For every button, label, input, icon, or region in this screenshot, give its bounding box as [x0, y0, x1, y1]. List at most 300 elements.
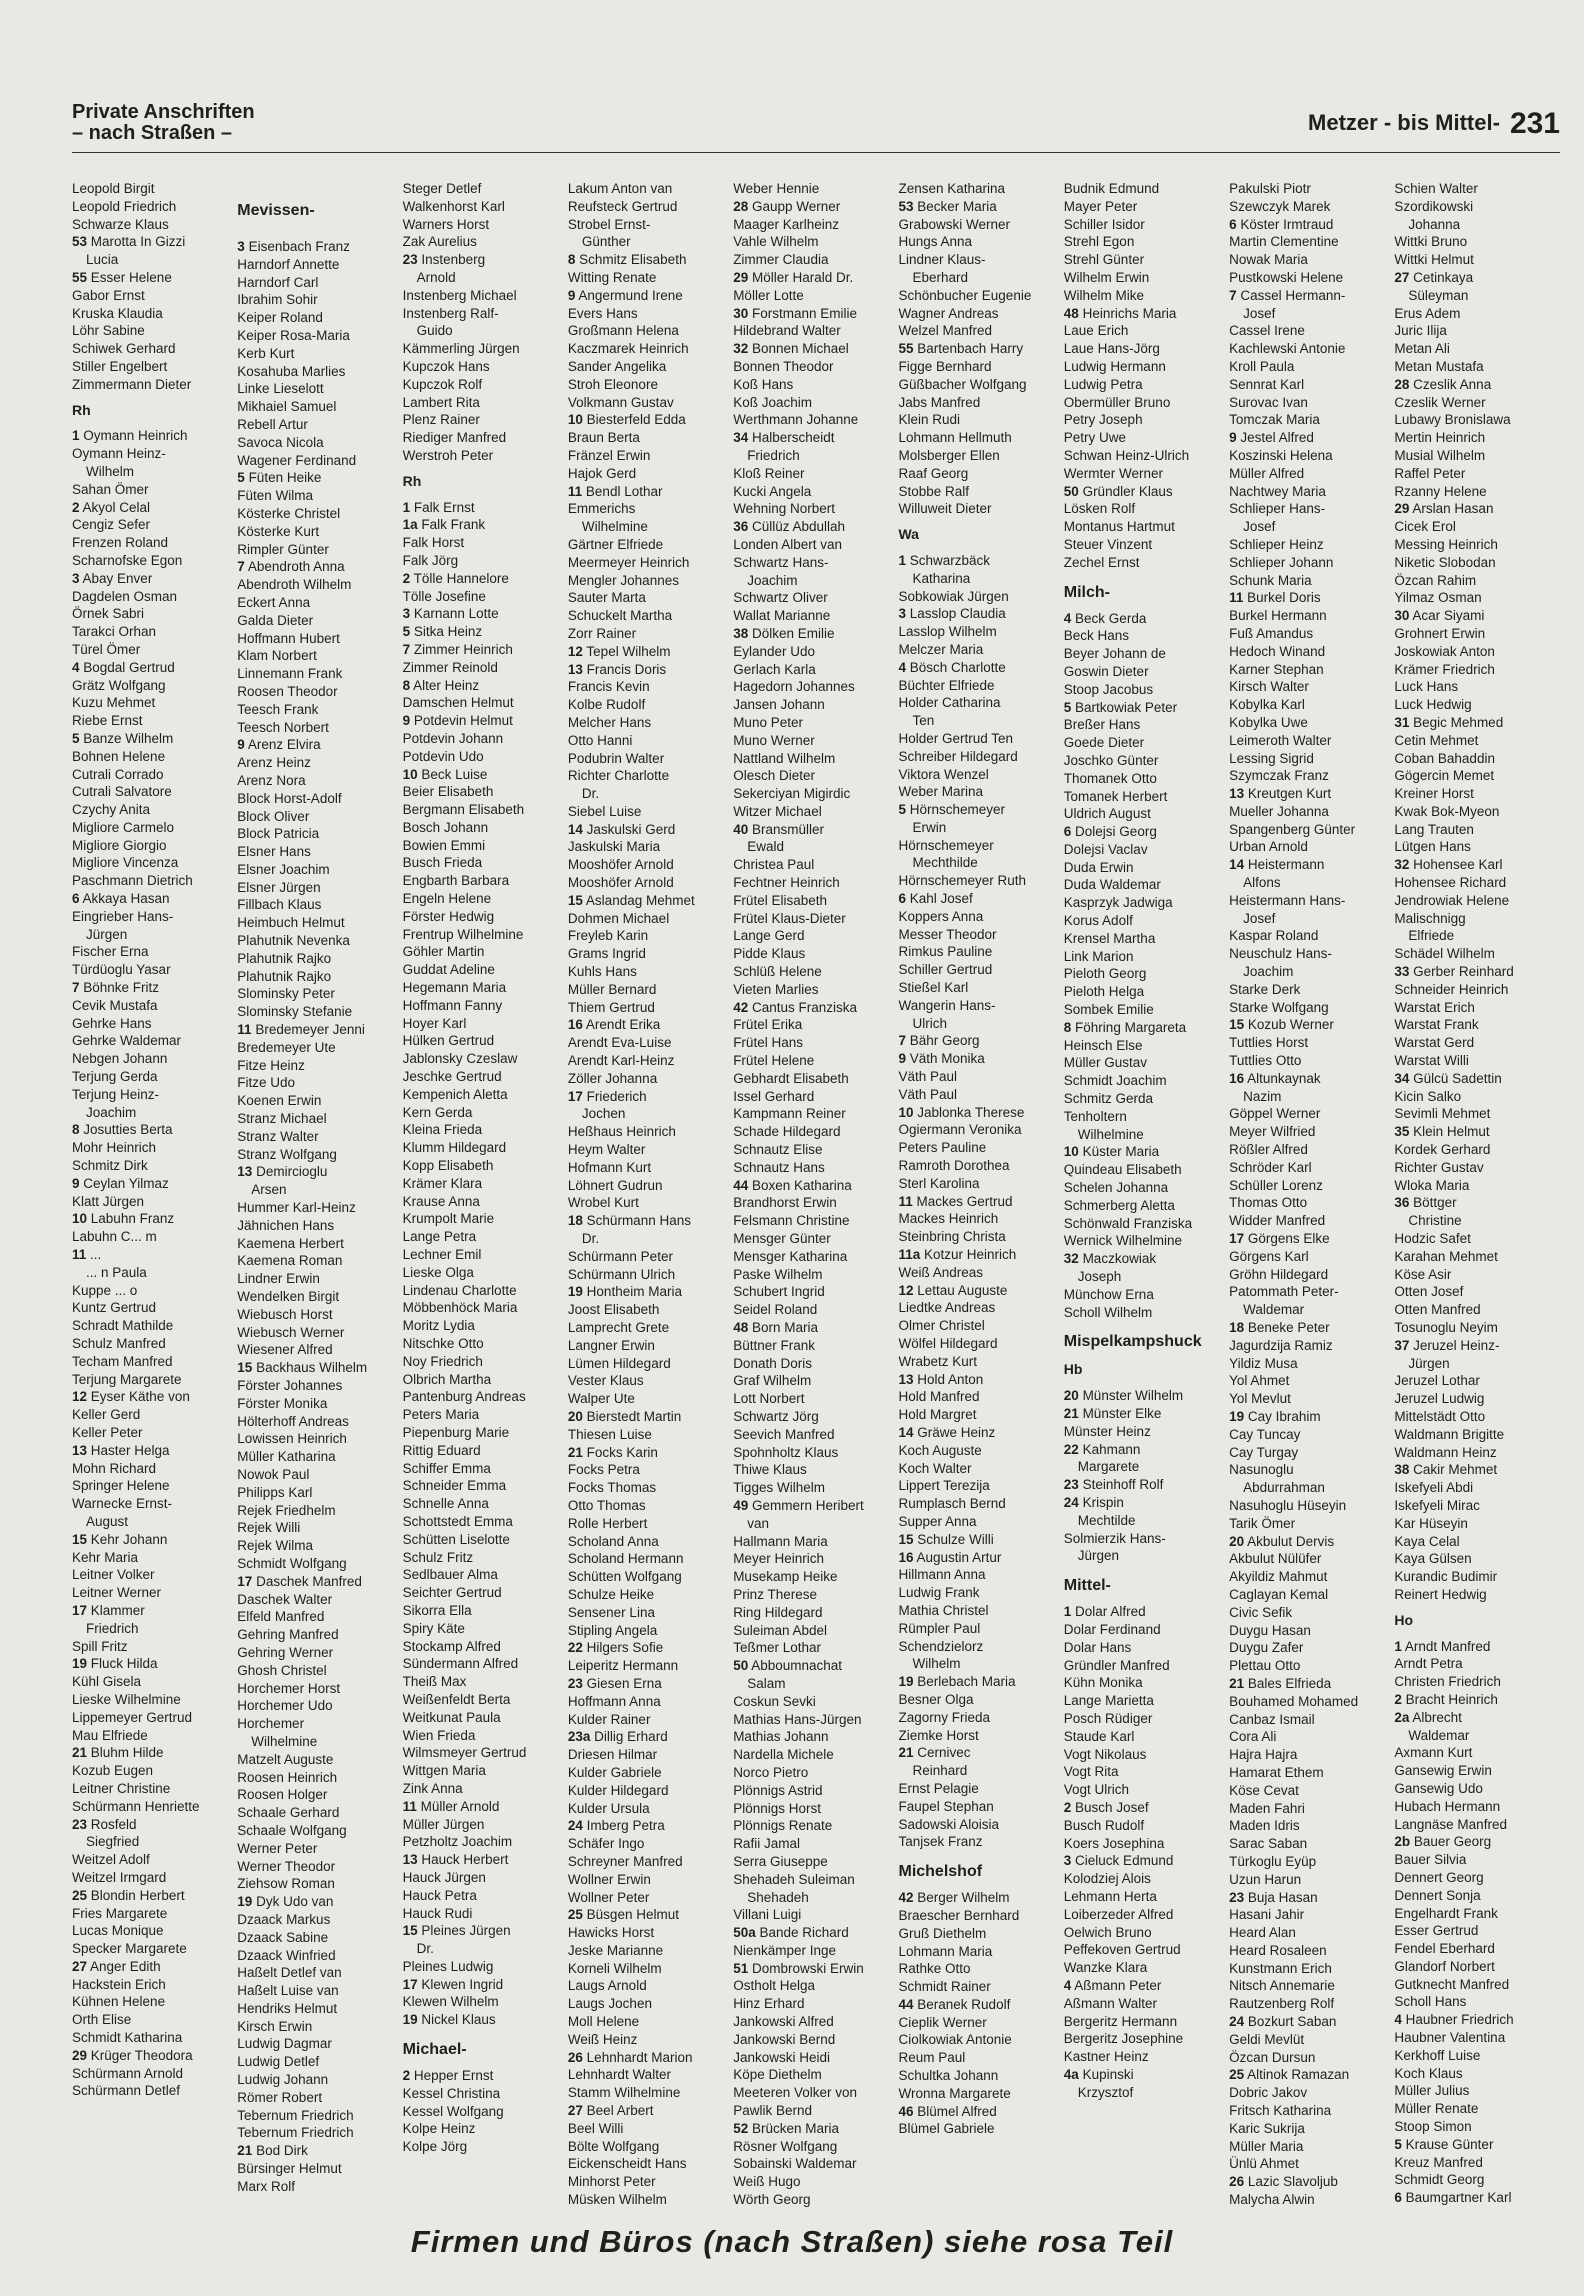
resident-entry: Hofmann Kurt — [567, 1159, 652, 1175]
resident-entry: Suleiman Abdel — [733, 1622, 828, 1638]
resident-entry: Villani Luigi — [733, 1907, 802, 1923]
resident-entry: Niketic Slobodan — [1394, 554, 1496, 570]
resident-entry: Kastner Heinz — [1063, 2049, 1149, 2065]
house-number: 10 — [1063, 1144, 1079, 1160]
house-entry: 8 Schmitz Elisabeth — [567, 252, 687, 268]
resident-entry: Lippemeyer Gertrud — [72, 1709, 193, 1725]
resident-entry: Solmierzik Hans- — [1063, 1530, 1166, 1546]
resident-continuation: Salam — [747, 1675, 786, 1691]
resident-entry: Holder Catharina — [898, 695, 1001, 711]
resident-entry: Koszinski Helena — [1229, 447, 1333, 463]
house-entry: 37 Jeruzel Heinz- — [1394, 1337, 1500, 1353]
resident-entry: Wittgen Maria — [402, 1763, 486, 1779]
house-entry: 25 Büsgen Helmut — [567, 1907, 679, 1923]
header-title: Private Anschriften — [72, 101, 255, 123]
house-number: 22 — [567, 1640, 583, 1656]
house-number: 19 — [898, 1674, 914, 1690]
resident-entry: Ludwig Detlef — [237, 2054, 320, 2070]
resident-continuation: Süleyman — [1408, 287, 1469, 303]
resident-entry: Duygu Hasan — [1229, 1622, 1311, 1638]
house-number: 35 — [1394, 1124, 1410, 1140]
resident-entry: Nasuhoglu Hüseyin — [1229, 1497, 1347, 1513]
resident-entry: Warners Horst — [402, 216, 490, 232]
house-number: 19 — [567, 1284, 583, 1300]
resident-entry: Spiry Käte — [402, 1620, 465, 1636]
resident-entry: Laue Erich — [1063, 323, 1129, 339]
resident-entry: Zink Anna — [402, 1780, 463, 1796]
resident-entry: Nattland Wilhelm — [733, 750, 836, 766]
resident-entry: Instenberg Michael — [402, 287, 517, 303]
house-entry: 13 Kreutgen Kurt — [1229, 786, 1332, 802]
resident-entry: Lehnhardt Walter — [567, 2067, 671, 2083]
resident-entry: Tarik Ömer — [1229, 1515, 1296, 1531]
house-entry: 18 Beneke Peter — [1229, 1320, 1330, 1335]
resident-entry: Krämer Friedrich — [1394, 661, 1495, 677]
house-entry: 6 Köster Irmtraud — [1229, 216, 1334, 232]
resident-entry: Lessing Sigrid — [1229, 750, 1314, 766]
resident-entry: Leiperitz Hermann — [567, 1658, 679, 1674]
house-entry: 30 Acar Siyami — [1394, 608, 1485, 624]
resident-entry: Hülken Gertrud — [402, 1033, 495, 1049]
resident-entry: Luck Hans — [1394, 679, 1459, 695]
house-entry: 55 Esser Helene — [72, 269, 172, 285]
resident-entry: Prinz Therese — [733, 1586, 817, 1602]
resident-entry: Siebel Luise — [567, 803, 642, 819]
resident-entry: Langnäse Manfred — [1394, 1816, 1507, 1832]
resident-entry: Hamarat Ethem — [1229, 1764, 1324, 1780]
house-number: 34 — [1394, 1070, 1410, 1086]
resident-entry: Büchter Elfriede — [898, 677, 995, 693]
resident-entry: Köpe Diethelm — [733, 2067, 822, 2083]
resident-entry: Jeschke Gertrud — [402, 1069, 502, 1085]
resident-entry: Keller Peter — [72, 1424, 143, 1440]
resident-entry: Lasslop Wilhelm — [898, 624, 997, 640]
house-entry: 4 Beck Gerda — [1063, 610, 1147, 626]
resident-entry: Kirsch Walter — [1229, 679, 1309, 695]
house-entry: 13 Hold Anton — [898, 1371, 984, 1387]
resident-entry: Holder Gertrud Ten — [898, 730, 1014, 746]
resident-entry: Cevik Mustafa — [72, 997, 158, 1013]
resident-entry: Müller Alfred — [1229, 465, 1305, 481]
resident-entry: Damschen Helmut — [402, 695, 514, 711]
resident-entry: Jähnichen Hans — [237, 1217, 335, 1233]
resident-entry: Lieske Olga — [402, 1264, 474, 1280]
resident-entry: Bredemeyer Ute — [237, 1039, 336, 1055]
resident-entry: Felsmann Christine — [733, 1213, 850, 1229]
resident-continuation: Friedrich — [86, 1620, 139, 1636]
resident-entry: Ramroth Dorothea — [898, 1158, 1010, 1174]
resident-entry: Schmidt Katharina — [72, 2030, 183, 2046]
house-entry: 3 Eisenbach Franz — [237, 239, 350, 254]
house-number: 4 — [1394, 2012, 1402, 2028]
resident-entry: Lamprecht Grete — [567, 1320, 670, 1335]
resident-entry: Graf Wilhelm — [733, 1373, 812, 1389]
resident-entry: Hohensee Richard — [1394, 875, 1507, 891]
house-number: 25 — [72, 1887, 88, 1903]
resident-entry: Coban Bahaddin — [1394, 750, 1495, 766]
house-number: 15 — [898, 1531, 914, 1547]
resident-continuation: Dr. — [581, 786, 600, 802]
resident-entry: Schneider Heinrich — [1394, 981, 1509, 997]
resident-entry: Slominsky Peter — [237, 986, 335, 1002]
resident-entry: Gebhardt Elisabeth — [733, 1070, 849, 1086]
resident-entry: Donath Doris — [733, 1355, 812, 1371]
resident-entry: Heimbuch Helmut — [237, 915, 345, 931]
resident-entry: Bosch Johann — [402, 819, 489, 835]
resident-entry: Hawicks Horst — [567, 1925, 655, 1941]
house-number: 10 — [567, 412, 583, 428]
resident-entry: Pieloth Helga — [1063, 984, 1145, 1000]
house-entry: 18 Schürmann Hans — [567, 1213, 691, 1229]
house-number: 21 — [1229, 1675, 1245, 1691]
resident-entry: Jansen Johann — [733, 697, 825, 713]
resident-entry: Hummer Karl-Heinz — [237, 1200, 356, 1216]
house-number: 23 — [1229, 1889, 1245, 1905]
resident-entry: Tigges Wilhelm — [733, 1480, 825, 1496]
resident-entry: Leitner Christine — [72, 1780, 171, 1796]
resident-entry: Lakum Anton van — [567, 181, 673, 196]
house-entry: 19 Fluck Hilda — [72, 1656, 158, 1672]
resident-entry: Grohnert Erwin — [1394, 625, 1486, 641]
house-number: 25 — [567, 1907, 583, 1923]
resident-entry: Willuweit Dieter — [898, 501, 992, 517]
resident-entry: Spill Fritz — [72, 1638, 128, 1654]
resident-entry: Schuckelt Martha — [567, 608, 673, 624]
resident-entry: Plahutnik Rajko — [237, 950, 332, 966]
house-number: 23a — [567, 1729, 591, 1745]
resident-entry: Kuhls Hans — [567, 964, 637, 980]
resident-entry: Schlieper Johann — [1229, 554, 1334, 570]
house-entry: 11 Burkel Doris — [1229, 590, 1321, 606]
resident-entry: Fitze Heinz — [237, 1057, 305, 1073]
resident-entry: Lümen Hildegard — [567, 1355, 671, 1371]
resident-entry: Maden Idris — [1229, 1818, 1300, 1834]
house-number: 5 — [1394, 2136, 1402, 2152]
resident-entry: Seidel Roland — [733, 1302, 818, 1318]
resident-entry: Messer Theodor — [898, 926, 997, 942]
house-entry: 2a Albrecht — [1394, 1709, 1462, 1725]
house-number: 42 — [898, 1890, 914, 1906]
resident-entry: Schmitz Gerda — [1063, 1091, 1154, 1107]
resident-entry: Hodzic Safet — [1394, 1231, 1471, 1247]
resident-entry: Grätz Wolfgang — [72, 677, 166, 693]
house-number: 3 — [898, 606, 906, 622]
resident-entry: Rittig Eduard — [402, 1442, 481, 1458]
house-number: 6 — [898, 891, 906, 907]
column-6 — [898, 180, 1063, 2137]
house-entry: 40 Bransmüller — [733, 821, 824, 837]
header-subtitle: – nach Straßen – — [72, 122, 233, 144]
resident-entry: Teesch Frank — [237, 701, 319, 717]
resident-entry: Linke Lieselott — [237, 381, 324, 397]
house-entry: 38 Dölken Emilie — [733, 625, 835, 641]
resident-entry: Wiebusch Horst — [237, 1306, 333, 1322]
resident-entry: Yildiz Musa — [1229, 1355, 1298, 1371]
resident-entry: Otten Josef — [1394, 1284, 1464, 1300]
resident-entry: Luck Hedwig — [1394, 697, 1472, 713]
resident-entry: Leitner Volker — [72, 1567, 155, 1583]
resident-entry: Fitze Udo — [237, 1075, 296, 1091]
resident-entry: Lindner Klaus- — [898, 252, 986, 268]
house-number: 50a — [733, 1925, 756, 1941]
resident-entry: Harndorf Carl — [237, 274, 319, 290]
house-entry: 7 Zimmer Heinrich — [402, 641, 513, 657]
resident-entry: Link Marion — [1063, 948, 1134, 964]
house-number: 26 — [567, 2049, 583, 2065]
house-entry: 49 Gemmern Heribert — [733, 1497, 864, 1513]
house-number: 27 — [72, 1958, 88, 1974]
resident-entry: Piepenburg Marie — [402, 1424, 510, 1440]
resident-entry: Jeruzel Lothar — [1394, 1373, 1480, 1389]
house-entry: 48 Born Maria — [733, 1320, 818, 1335]
resident-entry: Noy Friedrich — [402, 1353, 483, 1369]
house-number: 2a — [1394, 1709, 1410, 1725]
resident-entry: Civic Sefik — [1229, 1604, 1293, 1620]
resident-entry: Obermüller Bruno — [1063, 394, 1171, 410]
resident-entry: Richter Charlotte — [567, 768, 670, 784]
house-number: 24 — [1063, 1494, 1079, 1510]
resident-entry: Vahle Wilhelm — [733, 234, 819, 250]
resident-entry: Meermeyer Heinrich — [567, 554, 690, 570]
resident-entry: Sedlbauer Alma — [402, 1567, 498, 1583]
resident-entry: Quindeau Elisabeth — [1063, 1162, 1182, 1178]
resident-entry: Lechner Emil — [402, 1247, 482, 1263]
house-entry: 23a Dillig Erhard — [567, 1729, 668, 1745]
resident-continuation: Mechthilde — [912, 855, 978, 871]
house-number: 44 — [898, 1996, 914, 2012]
resident-entry: Paske Wilhelm — [733, 1266, 823, 1282]
house-entry: 2 Tölle Hannelore — [402, 570, 509, 586]
house-entry: 19 Hontheim Maria — [567, 1284, 682, 1300]
resident-entry: Sahan Ömer — [72, 481, 149, 497]
column-2 — [237, 180, 402, 2194]
resident-entry: Hoffmann Fanny — [402, 997, 503, 1013]
house-number: 6 — [1229, 216, 1237, 232]
house-entry: 20 Münster Wilhelm — [1063, 1388, 1184, 1404]
resident-entry: Nitschke Otto — [402, 1336, 484, 1351]
resident-entry: Kreuz Manfred — [1394, 2154, 1483, 2170]
resident-entry: Wörth Georg — [733, 2192, 811, 2208]
house-number: 17 — [237, 1573, 253, 1589]
resident-entry: Ludwig Dagmar — [237, 2036, 332, 2052]
resident-entry: Elsner Jürgen — [237, 879, 321, 895]
house-number: 9 — [72, 1175, 80, 1191]
house-number: 24 — [1229, 2014, 1245, 2030]
resident-entry: Jankowski Bernd — [733, 2031, 836, 2047]
resident-entry: Otten Manfred — [1394, 1302, 1481, 1318]
resident-entry: Dolar Hans — [1063, 1639, 1132, 1655]
house-number: 26 — [1229, 2174, 1245, 2190]
resident-entry: Klein Rudi — [898, 412, 961, 428]
house-number: 13 — [237, 1164, 253, 1180]
resident-entry: Falk Horst — [402, 535, 465, 551]
resident-entry: Bohnen Helene — [72, 748, 166, 764]
house-entry: 21 Focks Karin — [567, 1444, 658, 1460]
resident-entry: Lott Norbert — [733, 1391, 805, 1407]
resident-entry: Lohmann Hellmuth — [898, 430, 1012, 446]
resident-entry: Lütgen Hans — [1394, 839, 1471, 855]
resident-entry: Zensen Katharina — [898, 181, 1006, 196]
resident-entry: Örnek Sabri — [72, 606, 145, 622]
house-number: 28 — [733, 198, 749, 214]
house-entry: 21 Cernivec — [898, 1745, 971, 1761]
resident-entry: Daschek Walter — [237, 1591, 333, 1607]
house-number: 7 — [237, 559, 245, 575]
resident-entry: Uldrich August — [1063, 806, 1151, 822]
resident-entry: Großmann Helena — [567, 323, 679, 339]
house-entry: 55 Bartenbach Harry — [898, 341, 1024, 357]
resident-entry: Müller Maria — [1229, 2138, 1304, 2154]
resident-entry: Stranz Walter — [237, 1128, 319, 1144]
resident-entry: Kulder Rainer — [567, 1711, 651, 1727]
house-number: 4a — [1063, 2066, 1079, 2082]
resident-entry: Czeslik Werner — [1394, 394, 1486, 410]
resident-entry: Migliore Carmelo — [72, 819, 175, 835]
resident-entry: Hungs Anna — [898, 234, 973, 250]
resident-entry: Block Patricia — [237, 826, 320, 842]
resident-entry: Cicek Erol — [1394, 519, 1456, 535]
resident-entry: Arenz Nora — [237, 772, 306, 788]
resident-entry: Sadowski Aloisia — [898, 1816, 1000, 1832]
resident-continuation: Dr. — [581, 1231, 600, 1247]
column-7 — [1063, 180, 1229, 2100]
resident-entry: Roosen Holger — [237, 1787, 328, 1803]
house-entry: 10 Beck Luise — [402, 766, 488, 782]
resident-continuation: Joachim — [747, 572, 798, 588]
house-entry: 13 Haster Helga — [72, 1442, 170, 1458]
resident-entry: Schröder Karl — [1229, 1159, 1312, 1175]
resident-entry: Heym Walter — [567, 1142, 646, 1158]
resident-entry: Jablonsky Czeslaw — [402, 1051, 518, 1067]
resident-entry: Rejek Wilma — [237, 1538, 314, 1554]
resident-entry: Schubert Ingrid — [733, 1284, 825, 1300]
resident-entry: Keiper Roland — [237, 310, 323, 326]
house-number: 1 — [72, 428, 80, 444]
resident-entry: Möller Lotte — [733, 287, 804, 303]
resident-entry: Kühl Gisela — [72, 1674, 142, 1690]
resident-entry: Hinz Erhard — [733, 1996, 805, 2012]
resident-entry: Wien Frieda — [402, 1727, 476, 1743]
resident-entry: Korus Adolf — [1063, 913, 1133, 929]
resident-entry: Ziehsow Roman — [237, 1876, 335, 1892]
house-number: 9 — [237, 737, 245, 753]
resident-entry: Wendelken Birgit — [237, 1289, 340, 1305]
resident-entry: Wittki Helmut — [1394, 252, 1474, 268]
house-entry: 27 Beel Arbert — [567, 2103, 654, 2119]
resident-entry: Rebell Artur — [237, 416, 308, 432]
house-entry: 11 ... — [72, 1247, 102, 1263]
resident-continuation: Jürgen — [86, 926, 128, 942]
house-number: 12 — [567, 643, 583, 659]
resident-entry: Werstroh Peter — [402, 447, 494, 463]
resident-entry: Fechtner Heinrich — [733, 875, 840, 891]
resident-entry: Koenen Erwin — [237, 1093, 322, 1109]
resident-entry: Braun Berta — [567, 430, 640, 446]
house-entry: 17 Klammer — [72, 1602, 145, 1618]
resident-entry: Weber Marina — [898, 784, 984, 800]
house-entry: 9 Väth Monika — [898, 1051, 985, 1067]
resident-entry: Leopold Birgit — [72, 181, 155, 196]
house-entry: 9 Jestel Alfred — [1229, 430, 1314, 446]
resident-continuation: Mechtilde — [1077, 1512, 1136, 1528]
resident-entry: Martin Clementine — [1229, 234, 1339, 250]
resident-continuation: Wilhelmine — [1077, 1126, 1144, 1142]
house-number: 7 — [402, 641, 411, 657]
resident-entry: Weiß Andreas — [898, 1264, 984, 1280]
house-number: 15 — [567, 892, 583, 908]
resident-entry: Figge Bernhard — [898, 358, 992, 374]
resident-entry: Schiller Isidor — [1063, 216, 1145, 232]
house-entry: 42 Berger Wilhelm — [898, 1890, 1010, 1906]
house-entry: 4 Aßmann Peter — [1063, 1977, 1162, 1993]
house-number: 8 — [402, 677, 411, 693]
resident-continuation: Christine — [1408, 1213, 1462, 1229]
resident-entry: Tomczak Maria — [1229, 412, 1320, 428]
resident-entry: Schunk Maria — [1229, 572, 1312, 588]
house-entry: 15 Schulze Willi — [898, 1531, 994, 1547]
resident-entry: Schürmann Henriette — [72, 1798, 200, 1814]
resident-entry: Blümel Gabriele — [898, 2121, 995, 2137]
resident-entry: Hajra Hajra — [1229, 1747, 1298, 1763]
resident-entry: Frütel Helene — [733, 1053, 815, 1069]
resident-entry: Förster Hedwig — [402, 908, 495, 924]
resident-entry: Melcher Hans — [567, 714, 652, 730]
resident-entry: Wollner Peter — [567, 1889, 650, 1905]
resident-entry: Duda Erwin — [1063, 859, 1134, 875]
resident-entry: Vester Klaus — [567, 1373, 644, 1389]
running-header-right — [1308, 104, 1560, 138]
resident-entry: Nienkämper Inge — [733, 1942, 836, 1958]
resident-entry: Vogt Rita — [1063, 1764, 1119, 1780]
resident-entry: Schultka Johann — [898, 2068, 999, 2084]
resident-entry: Warstat Willi — [1394, 1053, 1469, 1069]
resident-entry: Kupczok Hans — [402, 358, 490, 374]
resident-entry: Moritz Lydia — [402, 1318, 475, 1334]
house-entry: 11 Bendl Lothar — [567, 483, 663, 499]
resident-entry: Yilmaz Osman — [1394, 590, 1482, 606]
resident-entry: Gansewig Udo — [1394, 1780, 1483, 1796]
house-entry: 14 Gräwe Heinz — [898, 1424, 996, 1440]
house-number: 15 — [402, 1923, 418, 1939]
resident-entry: Czychy Anita — [72, 802, 151, 818]
resident-continuation: Alfons — [1243, 875, 1281, 891]
resident-entry: Busch Rudolf — [1063, 1817, 1145, 1833]
resident-entry: Kösterke Christel — [237, 505, 341, 521]
resident-entry: Lang Trauten — [1394, 821, 1474, 837]
resident-entry: Kulder Hildegard — [567, 1782, 669, 1798]
resident-entry: Wallat Marianne — [733, 608, 831, 624]
resident-entry: Kosahuba Marlies — [237, 363, 346, 379]
resident-entry: Vogt Nikolaus — [1063, 1746, 1147, 1762]
resident-entry: Sarac Saban — [1229, 1836, 1308, 1852]
resident-entry: Schelen Johanna — [1063, 1180, 1169, 1196]
resident-entry: Rautzenberg Rolf — [1229, 1996, 1335, 2012]
resident-entry: Gruß Diethelm — [898, 1925, 987, 1941]
house-number: 24 — [567, 1818, 583, 1834]
resident-entry: Kessel Wolfgang — [402, 2103, 504, 2119]
resident-entry: Bölte Wolfgang — [567, 2138, 660, 2154]
resident-entry: Oelwich Bruno — [1063, 1924, 1152, 1940]
house-entry: 42 Cantus Franziska — [733, 999, 858, 1015]
resident-entry: Podubrin Walter — [567, 750, 665, 766]
resident-entry: Stießel Karl — [898, 980, 969, 996]
resident-entry: Hildebrand Walter — [733, 323, 841, 339]
resident-entry: Karic Sukrija — [1229, 2120, 1305, 2136]
resident-entry: Jagurdzija Ramiz — [1229, 1337, 1333, 1353]
house-entry: 25 Altinok Ramazan — [1229, 2067, 1350, 2083]
resident-entry: Lieske Wilhelmine — [72, 1691, 181, 1707]
resident-entry: Ostholt Helga — [733, 1978, 815, 1994]
